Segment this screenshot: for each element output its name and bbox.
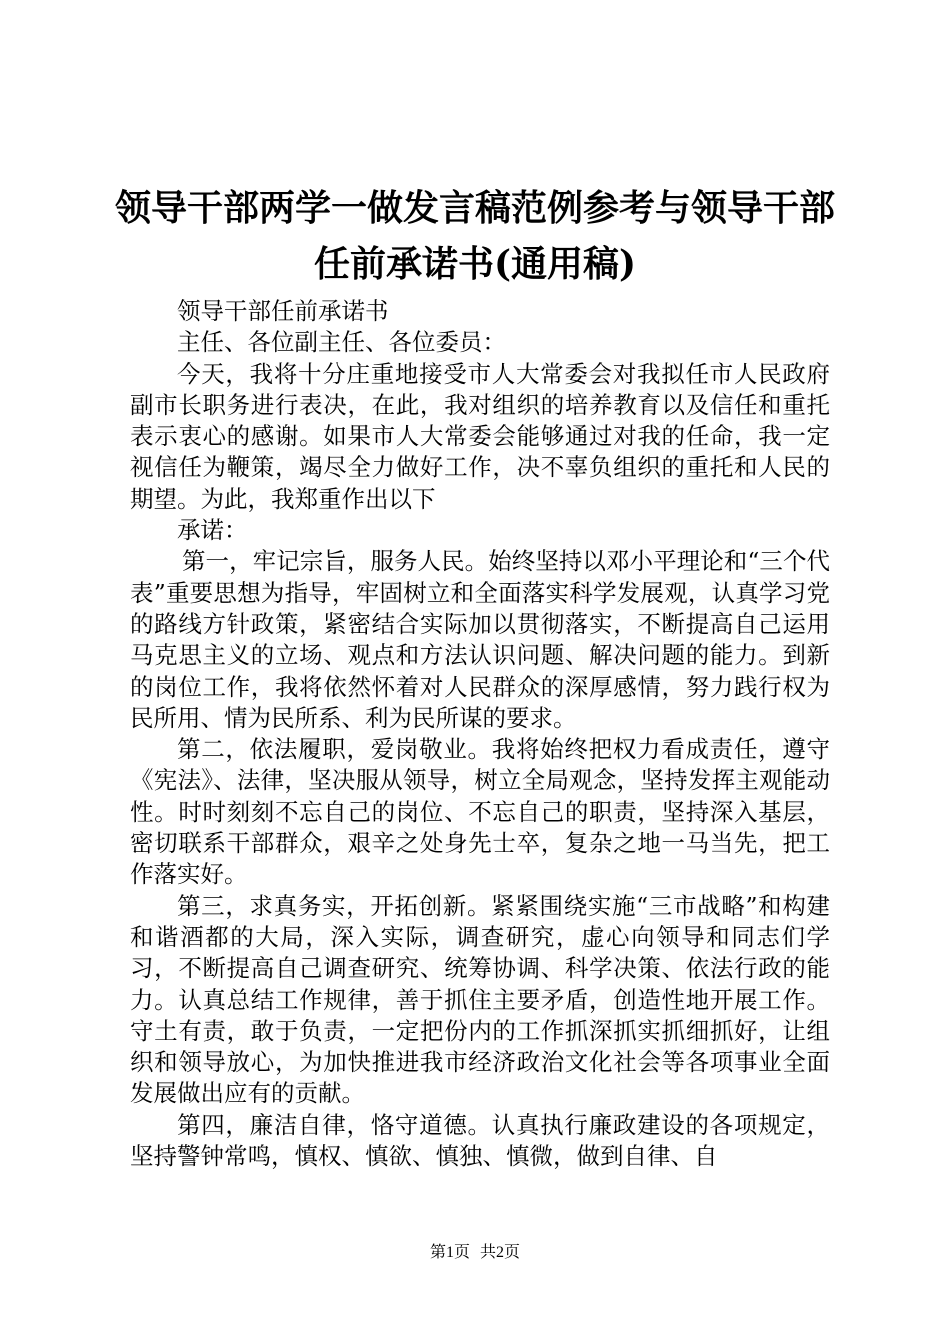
body-paragraph: 第一，牢记宗旨，服务人民。始终坚持以邓小平理论和“三个代表”重要思想为指导，牢固树立和全面落实科学发展观，认真学习党的路线方针政策，紧密结合实际加以贯彻落实，不断提高自己运用马克思主义的立场、观点和方法认识问题、解决问题的能力。到新的岗位工作，我将依然怀着对人民群众的深厚感情，努力践行权为民所用、情为民所系、利为民所谋的要求。 <box>130 547 830 732</box>
page-total: 共2页 <box>480 1244 521 1261</box>
body-paragraph: 承诺： <box>177 516 248 545</box>
body-paragraph: 今天，我将十分庄重地接受市人大常委会对我拟任市人民政府副市长职务进行表决，在此，我对组织的培养教育以及信任和重托表示衷心的感谢。如果市人大常委会能够通过对我的任命，我一定视信任为鞭策，竭尽全力做好工作，决不辜负组织的重托和人民的期望。为此，我郑重作出以下 <box>130 359 830 513</box>
document-title-line-1: 领导干部两学一做发言稿范例参考与领导干部 <box>114 187 835 229</box>
heading-commitment-letter: 领导干部任前承诺书 <box>177 297 389 325</box>
page-footer <box>0 1243 950 1263</box>
document-body <box>130 296 830 1172</box>
body-paragraph: 第三，求真务实，开拓创新。紧紧围绕实施“三市战略”和构建和谐酒都的大局，深入实际，调查研究，虚心向领导和同志们学习，不断提高自己调查研究、统筹协调、科学决策、依法行政的能力。认真总结工作规律，善于抓住主要矛盾，创造性地开展工作。守土有责，敢于负责，一定把份内的工作抓深抓实抓细抓好，让组织和领导放心，为加快推进我市经济政治文化社会等各项事业全面发展做出应有的贡献。 <box>130 891 830 1108</box>
document-title-line-2: 任前承诺书(通用稿) <box>313 243 637 285</box>
body-paragraph: 第四，廉洁自律，恪守道德。认真执行廉政建设的各项规定，坚持警钟常鸣，慎权、慎欲、慎独、慎微，做到自律、自 <box>130 1110 830 1171</box>
body-paragraph: 第二，依法履职，爱岗敬业。我将始终把权力看成责任，遵守《宪法》、法律，坚决服从领导，树立全局观念，坚持发挥主观能动性。时时刻刻不忘自己的岗位、不忘自己的职责，坚持深入基层，密切联系干部群众，艰辛之处身先士卒，复杂之地一马当先，把工作落实好。 <box>130 735 830 889</box>
salutation: 主任、各位副主任、各位委员： <box>177 328 506 357</box>
page-number: 第1页 <box>429 1244 470 1261</box>
